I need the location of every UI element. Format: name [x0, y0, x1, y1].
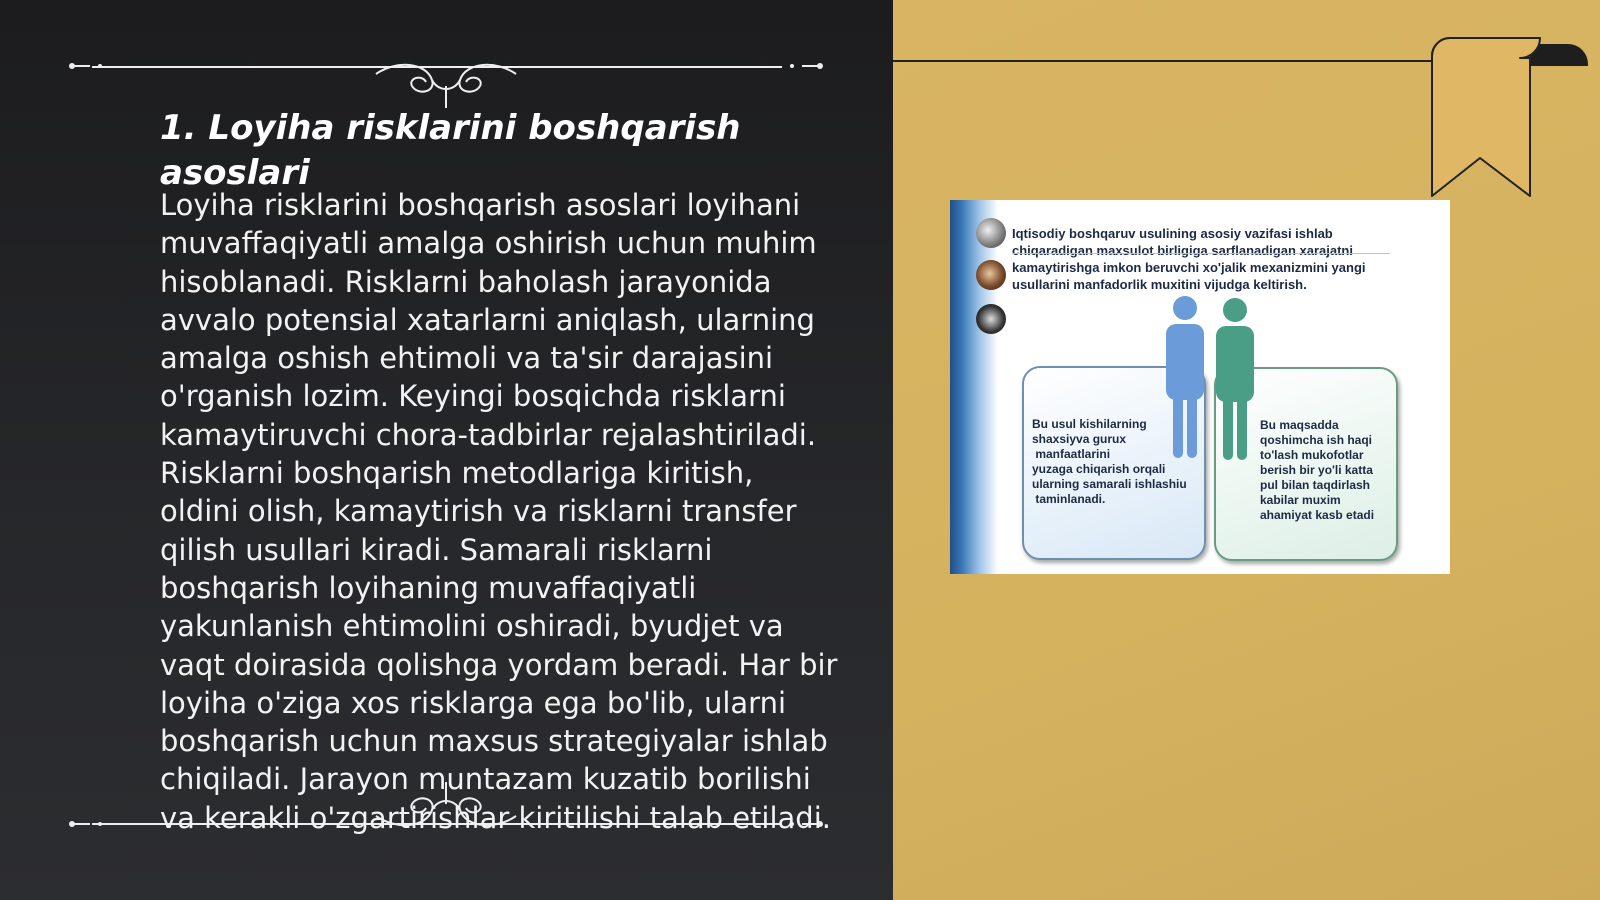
bookmark-ribbon-icon [1430, 36, 1590, 201]
people-icon [976, 260, 1006, 290]
slide-body-text: Loyiha risklarini boshqarish asoslari loyihani muvaffaqiyatli amalga oshirish uchun muhim hisoblanadi. Risklarni baholash jarayonida avvalo potensial xatarlarni aniqlash, ularning amalga oshish ehtimoli va ta'sir darajasini o'rganish lozim. Keyingi bosqichda risklarni kamaytiruvchi chora-tadbirlar rejalashtiriladi. Risklarni boshqarish metodlariga kiritish, oldini olish, kamaytirish va risklarni transfer qilish usullari kiradi. Samarali risklarni boshqarish loyihaning muvaffaqiyatli yakunlanish ehtimolini oshiradi, byudjet va vaqt doirasida qolishga yordam beradi. Har bir loyiha o'ziga xos risklarga ega bo'lib, ularni boshqarish uchun maxsus strategiyalar ishlab chiqiladi. Jarayon muntazam kuzatib borilishi va kerakli o'zgartirishlar kiritilishi talab etiladi. [160, 188, 838, 835]
right-divider-line [893, 60, 1513, 62]
infographic-right-box-text: Bu maqsadda qoshimcha ish haqi to'lash mukofotlar berish bir yo'li katta pul bilan taqdirlash kabilar muxim ahamiyat kasb etadi [1260, 418, 1375, 522]
handshake-icon [976, 218, 1006, 248]
infographic-heading-text: Iqtisodiy boshqaruv usulining asosiy vazifasi ishlab chiqaradigan maxsulot birligiga sarflanadigan xarajatni kamaytirishga imkon beruvchi xo'jalik mexanizmini yangi usullarini manfadorlik muxitini vijudga keltirish. [1012, 226, 1366, 292]
team-icon [976, 304, 1006, 334]
infographic-left-box-text: Bu usul kishilarning shaxsiyva gurux manfaatlarini yuzaga chiqarish orqali ularning samarali ishlashiu taminlanadi. [1032, 417, 1187, 506]
infographic-image [950, 200, 1450, 574]
infographic-side-bar [950, 200, 998, 574]
person-green-icon [1212, 296, 1258, 462]
slide-title: 1. Loyiha risklarini boshqarish asoslari [160, 108, 741, 193]
infographic-heading-rule [1012, 253, 1390, 254]
